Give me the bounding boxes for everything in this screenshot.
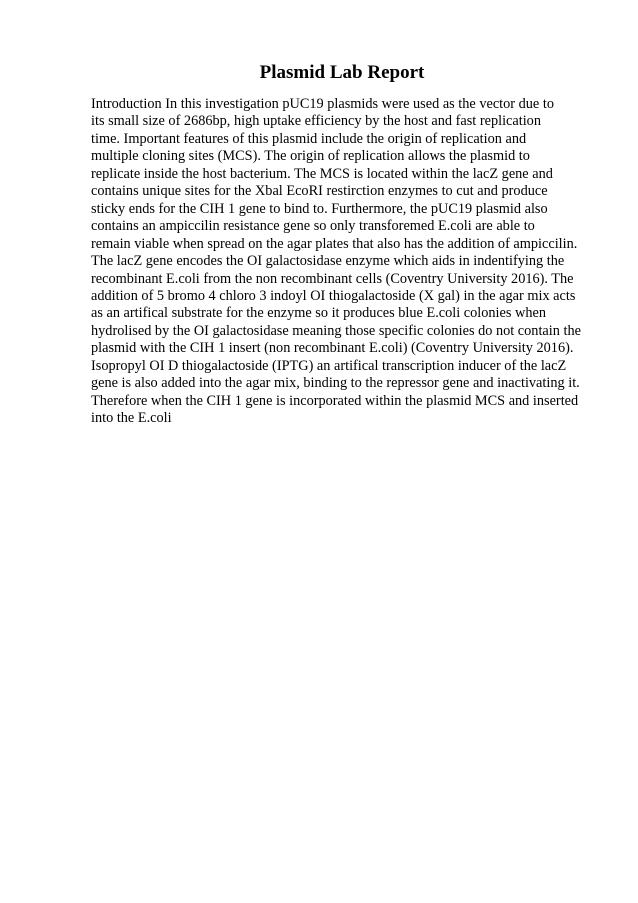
paragraph-line: into the E.coli <box>91 410 172 427</box>
paragraph-line: time. Important features of this plasmid include the origin of replication and <box>91 130 527 147</box>
introduction-paragraph <box>91 96 601 428</box>
paragraph-line: as an artifical substrate for the enzyme so it produces blue E.coli colonies when <box>91 305 546 322</box>
paragraph-line: plasmid with the CIH 1 insert (non recombinant E.coli) (Coventry University 2016). <box>91 340 574 357</box>
paragraph-line: contains an ampiccilin resistance gene so only transforemed E.coli are able to <box>91 218 535 235</box>
paragraph-line: Isopropyl OI D thiogalactoside (IPTG) an artifical transcription inducer of the lacZ <box>91 357 567 374</box>
paragraph-line: The lacZ gene encodes the OI galactosidase enzyme which aids in indentifying the <box>91 253 565 270</box>
paragraph-line: sticky ends for the CIH 1 gene to bind to. Furthermore, the pUC19 plasmid also <box>91 200 548 217</box>
paragraph-line: Introduction In this investigation pUC19 plasmids were used as the vector due to <box>91 96 554 112</box>
paragraph-line: its small size of 2686bp, high uptake efficiency by the host and fast replication <box>91 113 541 130</box>
paragraph-line: multiple cloning sites (MCS). The origin of replication allows the plasmid to <box>91 148 530 165</box>
paragraph-line: Therefore when the CIH 1 gene is incorporated within the plasmid MCS and inserted <box>91 392 579 409</box>
paragraph-line: gene is also added into the agar mix, binding to the repressor gene and inactivating it. <box>91 375 580 392</box>
paragraph-line: recombinant E.coli from the non recombinant cells (Coventry University 2016). The <box>91 270 574 287</box>
document-title: Plasmid Lab Report <box>259 62 425 83</box>
paragraph-line: hydrolised by the OI galactosidase meaning those specific colonies do not contain the <box>91 322 581 339</box>
paragraph-line: contains unique sites for the Xbal EcoRI restirction enzymes to cut and produce <box>91 183 548 200</box>
paragraph-line: remain viable when spread on the agar plates that also has the addition of ampiccilin. <box>91 235 578 252</box>
paragraph-line: addition of 5 bromo 4 chloro 3 indoyl OI thiogalactoside (X gal) in the agar mix acts <box>91 287 576 304</box>
paragraph-line: replicate inside the host bacterium. The MCS is located within the lacZ gene and <box>91 165 553 182</box>
